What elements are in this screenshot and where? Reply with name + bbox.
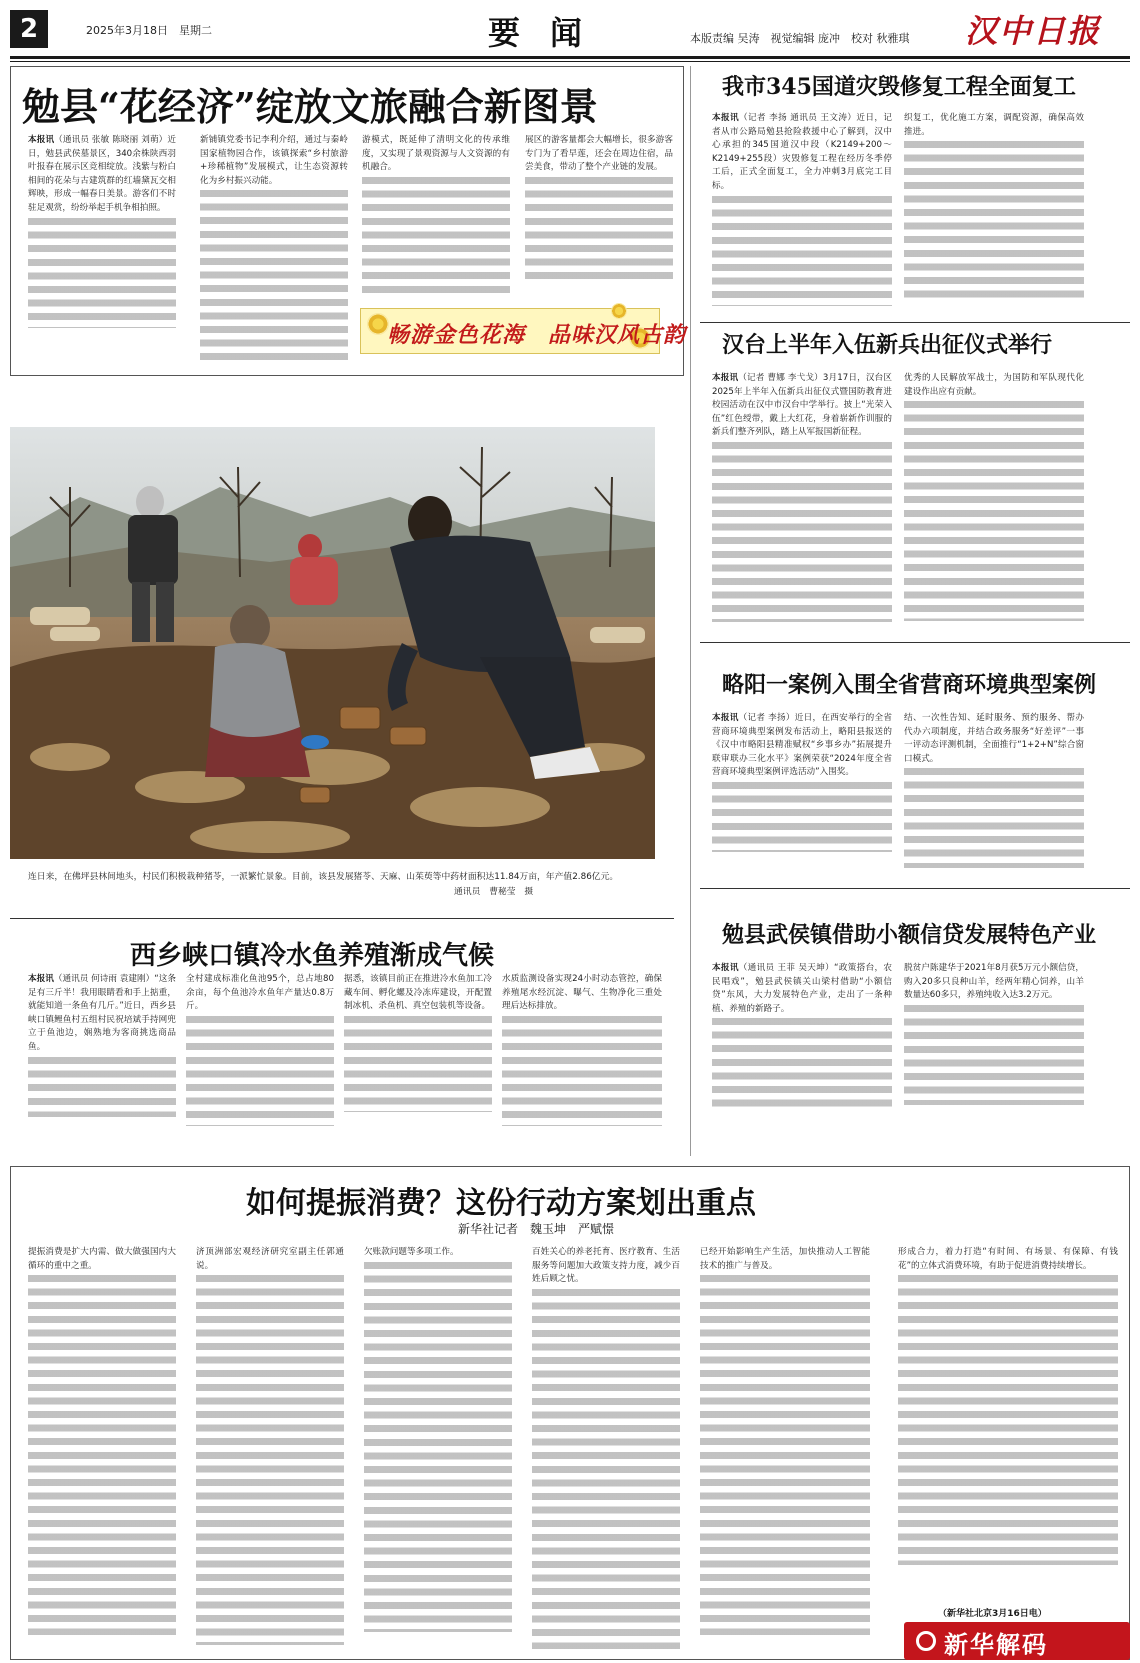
body-text <box>904 141 1084 301</box>
promo-banner <box>360 308 687 354</box>
paragraph: 脱贫户陈建华于2021年8月获5万元小额信贷，购入20多只良种山羊，经两年精心饲养，山羊数量达60多只，养殖纯收入达3.2万元。 <box>904 963 1084 1001</box>
article-345-road-col2 <box>904 112 1084 316</box>
article-recruits-col1 <box>712 372 892 636</box>
body-text <box>712 196 892 306</box>
article-consumption-col3 <box>364 1246 512 1650</box>
article-consumption-col2 <box>196 1246 344 1650</box>
masthead-rule <box>10 56 1130 59</box>
paragraph: 济顶洲部宏观经济研究室副主任郭通说。 <box>196 1247 344 1271</box>
section-divider <box>700 642 1130 643</box>
article-flower-economy-col3 <box>362 134 510 300</box>
page-number: 2 <box>10 10 48 48</box>
body-text <box>904 401 1084 621</box>
paragraph: 结、一次性告知、延时服务、预约服务、帮办代办六项制度，并结合政务服务“好差评”一事一评动态评测机制，全面推行“1+2+N”综合窗口模式。 <box>904 713 1084 764</box>
xinhua-decode-badge <box>904 1622 1130 1660</box>
byline: 本报讯 <box>712 373 739 383</box>
article-cold-water-fish-col1 <box>28 973 176 1133</box>
article-flower-economy-col1 <box>28 134 176 366</box>
lead-paragraph: （通讯员 何诗雨 袁建刚）“这条足有三斤半！我用眼睛看和手上掂重，就能知道一条鱼有几斤。”近日，西乡县峡口镇鲤鱼村五组村民祝培斌手持网兜立于鱼池边，娴熟地为客商挑选商品鱼。 <box>28 974 176 1052</box>
byline: 本报讯 <box>28 135 55 145</box>
photo-caption: 连日来，在佛坪县林间地头，村民们积极栽种猪苓，一派繁忙景象。目前，该县发展猪苓、天麻、山茱萸等中药材面积达11.84万亩，年产值2.86亿元。 <box>28 872 619 882</box>
article-microcredit-col1 <box>712 962 892 1132</box>
body-text <box>200 190 348 362</box>
body-text <box>904 1005 1084 1105</box>
article-consumption-col4 <box>532 1246 680 1650</box>
article-345-road-col1 <box>712 112 892 316</box>
article-flower-economy-title: 勉县“花经济”绽放文旅融合新图景 <box>22 84 598 129</box>
paragraph: 优秀的人民解放军战士，为国防和军队现代化建设作出应有贡献。 <box>904 373 1084 397</box>
byline: 本报讯 <box>712 963 739 973</box>
paragraph: 游模式，既延伸了清明文化的传承维度，又实现了景观资源与人文资源的有机融合。 <box>362 135 510 173</box>
byline: 本报讯 <box>712 113 739 123</box>
article-recruits-title: 汉台上半年入伍新兵出征仪式举行 <box>722 332 1053 358</box>
circle-icon <box>916 1631 936 1651</box>
article-consumption-col1 <box>28 1246 176 1650</box>
section-title: 要闻 <box>488 14 613 52</box>
editor-credits: 本版责编 吴涛 视觉编辑 庞冲 校对 秋雅琪 <box>690 32 910 45</box>
body-text <box>362 177 510 299</box>
photo-credit: 通讯员 曹秘莹 摄 <box>454 887 534 897</box>
paragraph: 已经开始影响生产生活，加快推动人工智能技术的推广与普及。 <box>700 1247 870 1271</box>
section-divider <box>700 888 1130 889</box>
article-flower-economy-col2 <box>200 134 348 366</box>
lead-paragraph: （记者 曹娜 李弋戈）3月17日，汉台区2025年上半年入伍新兵出征仪式暨国防教育进校园活动在汉中市汉台中学举行。披上“光荣入伍”红色绶带，戴上大红花，身着崭新作训服的新兵们整齐列队，踏上从军报国新征程。 <box>712 373 892 438</box>
farmers-planting-illustration <box>10 427 655 859</box>
paragraph: 百姓关心的养老托育、医疗教育、生活服务等问题加大政策支持力度，减少百姓后顾之忧。 <box>532 1247 680 1285</box>
column-divider <box>690 66 691 1156</box>
paragraph: 据悉，该镇目前正在推进冷水鱼加工冷藏车间、孵化螺及冷冻库建设，开配置制冰机、杀鱼机、真空包装机等设备。 <box>344 974 492 1012</box>
section-divider <box>700 322 1130 323</box>
body-text <box>712 442 892 622</box>
article-cold-water-fish-col2 <box>186 973 334 1133</box>
newspaper-logo: 汉中日报 <box>965 12 1102 50</box>
farmers-planting-photo <box>10 427 655 859</box>
body-text <box>28 1275 176 1635</box>
body-text <box>364 1262 512 1632</box>
body-text <box>186 1016 334 1126</box>
xinhua-decode-label: 新华解码 <box>944 1631 1048 1659</box>
paragraph: 欠账款问题等多项工作。 <box>364 1247 459 1257</box>
banner-slogan: 畅游金色花海 品味汉风古韵 <box>387 322 687 348</box>
article-cold-water-fish-col4 <box>502 973 662 1133</box>
paragraph: 全村建成标准化鱼池95个，总占地80余亩，每个鱼池冷水鱼年产量达0.8万斤。 <box>186 974 334 1012</box>
article-cold-water-fish-title: 西乡峡口镇冷水鱼养殖渐成气候 <box>130 941 495 971</box>
paragraph: 水质监测设备实现24小时动态管控，确保养殖尾水经沉淀、曝气、生物净化三重处理后达标排放。 <box>502 974 662 1012</box>
lead-paragraph: （通讯员 王菲 吴天坤）“政策搭台，农民唱戏”，勉县武侯镇关山梁村借助“小额信贷”东风，大力发展特色产业，走出了一条种植、养殖的新路子。 <box>712 963 892 1014</box>
article-flower-economy-col4 <box>525 134 673 300</box>
article-business-environment-col1 <box>712 712 892 882</box>
article-consumption-title: 如何提振消费？这份行动方案划出重点 <box>246 1186 756 1221</box>
body-text <box>525 177 673 285</box>
body-text <box>196 1275 344 1645</box>
body-text <box>344 1016 492 1112</box>
section-divider <box>10 918 674 919</box>
article-cold-water-fish-col3 <box>344 973 492 1133</box>
issue-date: 2025年3月18日 星期二 <box>86 24 212 37</box>
paragraph: 新铺镇党委书记李利介绍，通过与秦岭国家植物园合作，该镇探索“乡村旅游+珍稀植物”发展模式，让生态资源转化为乡村振兴动能。 <box>200 135 348 186</box>
body-text <box>502 1016 662 1126</box>
article-business-environment-col2 <box>904 712 1084 882</box>
byline: 本报讯 <box>28 974 54 984</box>
body-text <box>712 1018 892 1108</box>
body-text <box>712 782 892 852</box>
body-text <box>904 768 1084 868</box>
article-recruits-col2 <box>904 372 1084 636</box>
body-text <box>28 1057 176 1117</box>
article-345-road-title: 我市345国道灾毁修复工程全面复工 <box>722 74 1076 100</box>
lead-paragraph: （通讯员 张敏 陈晓丽 刘萌）近日，勉县武侯墓景区，340余株陕西羽叶报春在展示区竞相绽放。浅紫与粉白相间的花朵与古建筑群的红墙黛瓦交相辉映，形成一幅春日美景。游客们不时驻足观赏，纷纷举起手机争相拍照。 <box>28 135 176 213</box>
article-consumption-dateline: （新华社北京3月16日电） <box>938 1609 1047 1619</box>
body-text <box>700 1275 870 1635</box>
body-text <box>28 218 176 328</box>
lead-paragraph: （记者 李扬）近日，在西安举行的全省营商环境典型案例发布活动上，略阳县报送的《汉中市略阳县精准赋权“乡事乡办”拓展提升联审联办三化水平》案例荣获“2024年度全省营商环境典型案例评选活动”入围奖。 <box>712 713 892 778</box>
article-consumption-col5 <box>700 1246 870 1650</box>
article-business-environment-title: 略阳一案例入围全省营商环境典型案例 <box>722 672 1097 698</box>
flower-icon <box>611 303 627 319</box>
masthead-rule-thin <box>10 61 1130 62</box>
body-text <box>532 1289 680 1649</box>
article-consumption-authors: 新华社记者 魏玉坤 严赋憬 <box>458 1222 615 1236</box>
lead-paragraph: （记者 李扬 通讯员 王文涛）近日，记者从市公路局勉县抢险救援中心了解到，汉中心承担的345国道汉中段（K2149+200～K2149+255段）灾毁修复工程在经历冬季停工后，正式全面复工，全力冲刺3月底完工目标。 <box>712 113 892 191</box>
body-text <box>898 1275 1118 1565</box>
paragraph: 形成合力，着力打造“有时间、有场景、有保障、有钱花”的立体式消费环境，有助于促进消费持续增长。 <box>898 1247 1118 1271</box>
paragraph: 织复工，优化施工方案，调配资源，确保高效推进。 <box>904 113 1084 137</box>
byline: 本报讯 <box>712 713 739 723</box>
article-microcredit-col2 <box>904 962 1084 1132</box>
article-consumption-col6 <box>898 1246 1118 1606</box>
lead-paragraph: 提振消费是扩大内需、做大做强国内大循环的重中之重。 <box>28 1247 176 1271</box>
paragraph: 展区的游客量都会大幅增长，很多游客专门为了看早莲，还会在周边住宿，品尝美食，带动了整个产业链的发展。 <box>525 135 673 173</box>
flower-icon <box>367 313 389 335</box>
article-microcredit-title: 勉县武侯镇借助小额信贷发展特色产业 <box>722 922 1097 948</box>
